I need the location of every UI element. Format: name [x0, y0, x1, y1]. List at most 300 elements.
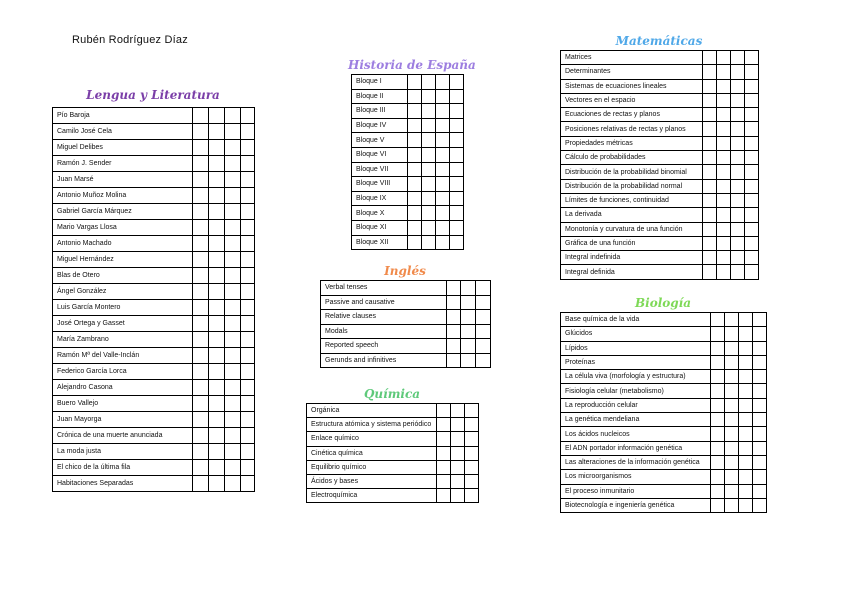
lengua-check-cell[interactable] [241, 220, 255, 236]
lengua-check-cell[interactable] [209, 188, 225, 204]
biologia-check-cell[interactable] [711, 398, 725, 412]
historia-check-cell[interactable] [450, 133, 464, 148]
quimica-check-cell[interactable] [451, 460, 465, 474]
lengua-check-cell[interactable] [241, 236, 255, 252]
lengua-check-cell[interactable] [209, 380, 225, 396]
biologia-check-cell[interactable] [711, 427, 725, 441]
matematicas-check-cell[interactable] [731, 93, 745, 107]
lengua-check-cell[interactable] [193, 156, 209, 172]
matematicas-check-cell[interactable] [731, 179, 745, 193]
ingles-check-cell[interactable] [461, 310, 476, 325]
biologia-check-cell[interactable] [753, 355, 767, 369]
historia-check-cell[interactable] [422, 147, 436, 162]
ingles-check-cell[interactable] [447, 339, 461, 354]
lengua-check-cell[interactable] [241, 364, 255, 380]
matematicas-check-cell[interactable] [703, 265, 717, 279]
ingles-check-cell[interactable] [461, 281, 476, 296]
quimica-check-cell[interactable] [437, 404, 451, 418]
historia-check-cell[interactable] [422, 75, 436, 90]
ingles-check-cell[interactable] [476, 295, 491, 310]
biologia-check-cell[interactable] [725, 470, 739, 484]
biologia-check-cell[interactable] [725, 413, 739, 427]
lengua-check-cell[interactable] [209, 476, 225, 492]
lengua-check-cell[interactable] [209, 460, 225, 476]
lengua-check-cell[interactable] [193, 444, 209, 460]
lengua-check-cell[interactable] [193, 364, 209, 380]
matematicas-check-cell[interactable] [703, 193, 717, 207]
matematicas-check-cell[interactable] [731, 51, 745, 65]
lengua-check-cell[interactable] [193, 460, 209, 476]
historia-check-cell[interactable] [450, 75, 464, 90]
lengua-check-cell[interactable] [241, 268, 255, 284]
quimica-check-cell[interactable] [465, 446, 479, 460]
lengua-check-cell[interactable] [209, 396, 225, 412]
ingles-check-cell[interactable] [447, 295, 461, 310]
biologia-check-cell[interactable] [711, 355, 725, 369]
biologia-check-cell[interactable] [725, 441, 739, 455]
matematicas-check-cell[interactable] [731, 236, 745, 250]
lengua-check-cell[interactable] [241, 284, 255, 300]
matematicas-check-cell[interactable] [745, 179, 759, 193]
lengua-check-cell[interactable] [209, 172, 225, 188]
biologia-check-cell[interactable] [739, 341, 753, 355]
biologia-check-cell[interactable] [739, 384, 753, 398]
biologia-check-cell[interactable] [753, 441, 767, 455]
matematicas-check-cell[interactable] [703, 236, 717, 250]
historia-check-cell[interactable] [450, 220, 464, 235]
matematicas-check-cell[interactable] [703, 179, 717, 193]
matematicas-check-cell[interactable] [745, 165, 759, 179]
lengua-check-cell[interactable] [225, 476, 241, 492]
biologia-check-cell[interactable] [753, 413, 767, 427]
lengua-check-cell[interactable] [225, 284, 241, 300]
biologia-check-cell[interactable] [725, 498, 739, 512]
matematicas-check-cell[interactable] [731, 222, 745, 236]
biologia-check-cell[interactable] [725, 355, 739, 369]
historia-check-cell[interactable] [450, 191, 464, 206]
lengua-check-cell[interactable] [241, 316, 255, 332]
quimica-check-cell[interactable] [437, 432, 451, 446]
historia-check-cell[interactable] [422, 177, 436, 192]
ingles-check-cell[interactable] [461, 324, 476, 339]
biologia-check-cell[interactable] [711, 384, 725, 398]
lengua-check-cell[interactable] [241, 476, 255, 492]
matematicas-check-cell[interactable] [717, 79, 731, 93]
biologia-check-cell[interactable] [739, 313, 753, 327]
historia-check-cell[interactable] [450, 89, 464, 104]
biologia-check-cell[interactable] [739, 470, 753, 484]
lengua-check-cell[interactable] [209, 108, 225, 124]
lengua-check-cell[interactable] [209, 124, 225, 140]
historia-check-cell[interactable] [422, 133, 436, 148]
biologia-check-cell[interactable] [753, 398, 767, 412]
historia-check-cell[interactable] [408, 235, 422, 250]
historia-check-cell[interactable] [408, 147, 422, 162]
matematicas-check-cell[interactable] [745, 51, 759, 65]
biologia-check-cell[interactable] [753, 498, 767, 512]
ingles-check-cell[interactable] [447, 281, 461, 296]
quimica-check-cell[interactable] [465, 460, 479, 474]
lengua-check-cell[interactable] [193, 476, 209, 492]
matematicas-check-cell[interactable] [731, 79, 745, 93]
lengua-check-cell[interactable] [241, 428, 255, 444]
biologia-check-cell[interactable] [725, 427, 739, 441]
biologia-check-cell[interactable] [725, 398, 739, 412]
lengua-check-cell[interactable] [193, 284, 209, 300]
biologia-check-cell[interactable] [739, 427, 753, 441]
matematicas-check-cell[interactable] [745, 193, 759, 207]
quimica-check-cell[interactable] [465, 404, 479, 418]
lengua-check-cell[interactable] [209, 268, 225, 284]
lengua-check-cell[interactable] [225, 268, 241, 284]
matematicas-check-cell[interactable] [745, 122, 759, 136]
matematicas-check-cell[interactable] [745, 222, 759, 236]
quimica-check-cell[interactable] [437, 446, 451, 460]
quimica-check-cell[interactable] [451, 432, 465, 446]
quimica-check-cell[interactable] [451, 418, 465, 432]
biologia-check-cell[interactable] [725, 327, 739, 341]
historia-check-cell[interactable] [436, 191, 450, 206]
biologia-check-cell[interactable] [753, 370, 767, 384]
ingles-check-cell[interactable] [476, 281, 491, 296]
lengua-check-cell[interactable] [225, 108, 241, 124]
historia-check-cell[interactable] [422, 235, 436, 250]
matematicas-check-cell[interactable] [717, 108, 731, 122]
lengua-check-cell[interactable] [241, 188, 255, 204]
historia-check-cell[interactable] [450, 162, 464, 177]
biologia-check-cell[interactable] [725, 455, 739, 469]
matematicas-check-cell[interactable] [745, 251, 759, 265]
historia-check-cell[interactable] [436, 118, 450, 133]
historia-check-cell[interactable] [408, 206, 422, 221]
matematicas-check-cell[interactable] [717, 136, 731, 150]
ingles-check-cell[interactable] [476, 339, 491, 354]
biologia-check-cell[interactable] [711, 455, 725, 469]
lengua-check-cell[interactable] [209, 252, 225, 268]
biologia-check-cell[interactable] [753, 341, 767, 355]
historia-check-cell[interactable] [436, 133, 450, 148]
lengua-check-cell[interactable] [193, 332, 209, 348]
lengua-check-cell[interactable] [241, 396, 255, 412]
matematicas-check-cell[interactable] [703, 222, 717, 236]
matematicas-check-cell[interactable] [745, 79, 759, 93]
matematicas-check-cell[interactable] [745, 265, 759, 279]
lengua-check-cell[interactable] [241, 124, 255, 140]
ingles-check-cell[interactable] [447, 353, 461, 368]
lengua-check-cell[interactable] [225, 316, 241, 332]
matematicas-check-cell[interactable] [717, 93, 731, 107]
lengua-check-cell[interactable] [193, 124, 209, 140]
lengua-check-cell[interactable] [193, 252, 209, 268]
quimica-check-cell[interactable] [465, 432, 479, 446]
matematicas-check-cell[interactable] [703, 93, 717, 107]
biologia-check-cell[interactable] [725, 384, 739, 398]
lengua-check-cell[interactable] [225, 124, 241, 140]
lengua-check-cell[interactable] [225, 396, 241, 412]
historia-check-cell[interactable] [422, 118, 436, 133]
historia-check-cell[interactable] [422, 206, 436, 221]
lengua-check-cell[interactable] [225, 156, 241, 172]
ingles-check-cell[interactable] [476, 310, 491, 325]
lengua-check-cell[interactable] [225, 380, 241, 396]
lengua-check-cell[interactable] [209, 444, 225, 460]
matematicas-check-cell[interactable] [731, 65, 745, 79]
historia-check-cell[interactable] [408, 177, 422, 192]
biologia-check-cell[interactable] [711, 413, 725, 427]
lengua-check-cell[interactable] [241, 300, 255, 316]
lengua-check-cell[interactable] [209, 300, 225, 316]
lengua-check-cell[interactable] [209, 316, 225, 332]
matematicas-check-cell[interactable] [731, 136, 745, 150]
lengua-check-cell[interactable] [225, 140, 241, 156]
lengua-check-cell[interactable] [225, 348, 241, 364]
lengua-check-cell[interactable] [225, 204, 241, 220]
lengua-check-cell[interactable] [193, 380, 209, 396]
lengua-check-cell[interactable] [209, 236, 225, 252]
historia-check-cell[interactable] [408, 75, 422, 90]
biologia-check-cell[interactable] [711, 370, 725, 384]
historia-check-cell[interactable] [436, 162, 450, 177]
historia-check-cell[interactable] [408, 89, 422, 104]
matematicas-check-cell[interactable] [703, 65, 717, 79]
quimica-check-cell[interactable] [437, 418, 451, 432]
historia-check-cell[interactable] [408, 118, 422, 133]
biologia-check-cell[interactable] [739, 398, 753, 412]
lengua-check-cell[interactable] [209, 364, 225, 380]
matematicas-check-cell[interactable] [703, 208, 717, 222]
biologia-check-cell[interactable] [753, 313, 767, 327]
biologia-check-cell[interactable] [739, 413, 753, 427]
matematicas-check-cell[interactable] [717, 193, 731, 207]
biologia-check-cell[interactable] [739, 355, 753, 369]
quimica-check-cell[interactable] [437, 474, 451, 488]
lengua-check-cell[interactable] [225, 460, 241, 476]
historia-check-cell[interactable] [408, 191, 422, 206]
biologia-check-cell[interactable] [711, 341, 725, 355]
historia-check-cell[interactable] [450, 177, 464, 192]
matematicas-check-cell[interactable] [717, 65, 731, 79]
ingles-check-cell[interactable] [447, 324, 461, 339]
lengua-check-cell[interactable] [193, 188, 209, 204]
biologia-check-cell[interactable] [711, 441, 725, 455]
biologia-check-cell[interactable] [753, 484, 767, 498]
historia-check-cell[interactable] [450, 235, 464, 250]
historia-check-cell[interactable] [450, 104, 464, 119]
biologia-check-cell[interactable] [725, 341, 739, 355]
ingles-check-cell[interactable] [461, 295, 476, 310]
quimica-check-cell[interactable] [451, 474, 465, 488]
lengua-check-cell[interactable] [193, 428, 209, 444]
quimica-check-cell[interactable] [437, 489, 451, 503]
lengua-check-cell[interactable] [225, 172, 241, 188]
quimica-check-cell[interactable] [465, 489, 479, 503]
matematicas-check-cell[interactable] [731, 208, 745, 222]
matematicas-check-cell[interactable] [717, 51, 731, 65]
lengua-check-cell[interactable] [193, 316, 209, 332]
lengua-check-cell[interactable] [193, 172, 209, 188]
matematicas-check-cell[interactable] [703, 251, 717, 265]
historia-check-cell[interactable] [436, 206, 450, 221]
biologia-check-cell[interactable] [711, 484, 725, 498]
historia-check-cell[interactable] [408, 104, 422, 119]
historia-check-cell[interactable] [436, 147, 450, 162]
lengua-check-cell[interactable] [193, 396, 209, 412]
historia-check-cell[interactable] [422, 89, 436, 104]
lengua-check-cell[interactable] [209, 348, 225, 364]
lengua-check-cell[interactable] [241, 108, 255, 124]
biologia-check-cell[interactable] [725, 484, 739, 498]
historia-check-cell[interactable] [422, 104, 436, 119]
lengua-check-cell[interactable] [193, 220, 209, 236]
ingles-check-cell[interactable] [476, 324, 491, 339]
lengua-check-cell[interactable] [225, 428, 241, 444]
quimica-check-cell[interactable] [451, 489, 465, 503]
matematicas-check-cell[interactable] [703, 122, 717, 136]
lengua-check-cell[interactable] [209, 220, 225, 236]
historia-check-cell[interactable] [408, 133, 422, 148]
lengua-check-cell[interactable] [193, 300, 209, 316]
biologia-check-cell[interactable] [711, 313, 725, 327]
historia-check-cell[interactable] [408, 162, 422, 177]
lengua-check-cell[interactable] [193, 268, 209, 284]
matematicas-check-cell[interactable] [703, 79, 717, 93]
matematicas-check-cell[interactable] [717, 222, 731, 236]
matematicas-check-cell[interactable] [745, 93, 759, 107]
biologia-check-cell[interactable] [711, 327, 725, 341]
matematicas-check-cell[interactable] [731, 193, 745, 207]
biologia-check-cell[interactable] [753, 470, 767, 484]
biologia-check-cell[interactable] [725, 313, 739, 327]
quimica-check-cell[interactable] [451, 404, 465, 418]
matematicas-check-cell[interactable] [731, 165, 745, 179]
ingles-check-cell[interactable] [476, 353, 491, 368]
biologia-check-cell[interactable] [753, 384, 767, 398]
lengua-check-cell[interactable] [225, 236, 241, 252]
lengua-check-cell[interactable] [241, 156, 255, 172]
biologia-check-cell[interactable] [739, 327, 753, 341]
quimica-check-cell[interactable] [465, 418, 479, 432]
biologia-check-cell[interactable] [739, 498, 753, 512]
historia-check-cell[interactable] [422, 220, 436, 235]
historia-check-cell[interactable] [450, 206, 464, 221]
matematicas-check-cell[interactable] [745, 136, 759, 150]
matematicas-check-cell[interactable] [717, 165, 731, 179]
matematicas-check-cell[interactable] [731, 265, 745, 279]
matematicas-check-cell[interactable] [703, 151, 717, 165]
matematicas-check-cell[interactable] [717, 179, 731, 193]
lengua-check-cell[interactable] [209, 140, 225, 156]
historia-check-cell[interactable] [422, 191, 436, 206]
biologia-check-cell[interactable] [725, 370, 739, 384]
biologia-check-cell[interactable] [739, 455, 753, 469]
ingles-check-cell[interactable] [447, 310, 461, 325]
lengua-check-cell[interactable] [225, 364, 241, 380]
lengua-check-cell[interactable] [241, 348, 255, 364]
lengua-check-cell[interactable] [225, 188, 241, 204]
matematicas-check-cell[interactable] [717, 265, 731, 279]
lengua-check-cell[interactable] [209, 156, 225, 172]
lengua-check-cell[interactable] [241, 444, 255, 460]
lengua-check-cell[interactable] [225, 412, 241, 428]
lengua-check-cell[interactable] [193, 412, 209, 428]
lengua-check-cell[interactable] [193, 140, 209, 156]
matematicas-check-cell[interactable] [703, 136, 717, 150]
historia-check-cell[interactable] [436, 89, 450, 104]
biologia-check-cell[interactable] [739, 484, 753, 498]
matematicas-check-cell[interactable] [703, 165, 717, 179]
matematicas-check-cell[interactable] [745, 65, 759, 79]
historia-check-cell[interactable] [422, 162, 436, 177]
matematicas-check-cell[interactable] [703, 51, 717, 65]
lengua-check-cell[interactable] [241, 252, 255, 268]
biologia-check-cell[interactable] [739, 441, 753, 455]
lengua-check-cell[interactable] [193, 236, 209, 252]
lengua-check-cell[interactable] [209, 284, 225, 300]
matematicas-check-cell[interactable] [731, 108, 745, 122]
biologia-check-cell[interactable] [753, 455, 767, 469]
matematicas-check-cell[interactable] [731, 122, 745, 136]
matematicas-check-cell[interactable] [703, 108, 717, 122]
matematicas-check-cell[interactable] [745, 151, 759, 165]
historia-check-cell[interactable] [450, 118, 464, 133]
historia-check-cell[interactable] [436, 177, 450, 192]
lengua-check-cell[interactable] [209, 412, 225, 428]
historia-check-cell[interactable] [436, 75, 450, 90]
lengua-check-cell[interactable] [209, 428, 225, 444]
quimica-check-cell[interactable] [437, 460, 451, 474]
lengua-check-cell[interactable] [193, 108, 209, 124]
lengua-check-cell[interactable] [241, 412, 255, 428]
matematicas-check-cell[interactable] [745, 236, 759, 250]
lengua-check-cell[interactable] [241, 332, 255, 348]
lengua-check-cell[interactable] [241, 460, 255, 476]
historia-check-cell[interactable] [436, 104, 450, 119]
lengua-check-cell[interactable] [241, 140, 255, 156]
matematicas-check-cell[interactable] [717, 151, 731, 165]
lengua-check-cell[interactable] [225, 332, 241, 348]
lengua-check-cell[interactable] [193, 204, 209, 220]
lengua-check-cell[interactable] [241, 204, 255, 220]
historia-check-cell[interactable] [436, 220, 450, 235]
lengua-check-cell[interactable] [209, 332, 225, 348]
lengua-check-cell[interactable] [225, 252, 241, 268]
lengua-check-cell[interactable] [225, 444, 241, 460]
matematicas-check-cell[interactable] [717, 236, 731, 250]
quimica-check-cell[interactable] [465, 474, 479, 488]
lengua-check-cell[interactable] [193, 348, 209, 364]
biologia-check-cell[interactable] [711, 498, 725, 512]
lengua-check-cell[interactable] [209, 204, 225, 220]
matematicas-check-cell[interactable] [731, 251, 745, 265]
matematicas-check-cell[interactable] [745, 108, 759, 122]
biologia-check-cell[interactable] [753, 327, 767, 341]
historia-check-cell[interactable] [408, 220, 422, 235]
biologia-check-cell[interactable] [739, 370, 753, 384]
matematicas-check-cell[interactable] [717, 208, 731, 222]
biologia-check-cell[interactable] [711, 470, 725, 484]
biologia-check-cell[interactable] [753, 427, 767, 441]
lengua-check-cell[interactable] [241, 380, 255, 396]
lengua-check-cell[interactable] [225, 300, 241, 316]
matematicas-check-cell[interactable] [717, 122, 731, 136]
quimica-check-cell[interactable] [451, 446, 465, 460]
lengua-check-cell[interactable] [225, 220, 241, 236]
historia-check-cell[interactable] [450, 147, 464, 162]
ingles-check-cell[interactable] [461, 353, 476, 368]
historia-check-cell[interactable] [436, 235, 450, 250]
ingles-check-cell[interactable] [461, 339, 476, 354]
matematicas-check-cell[interactable] [745, 208, 759, 222]
